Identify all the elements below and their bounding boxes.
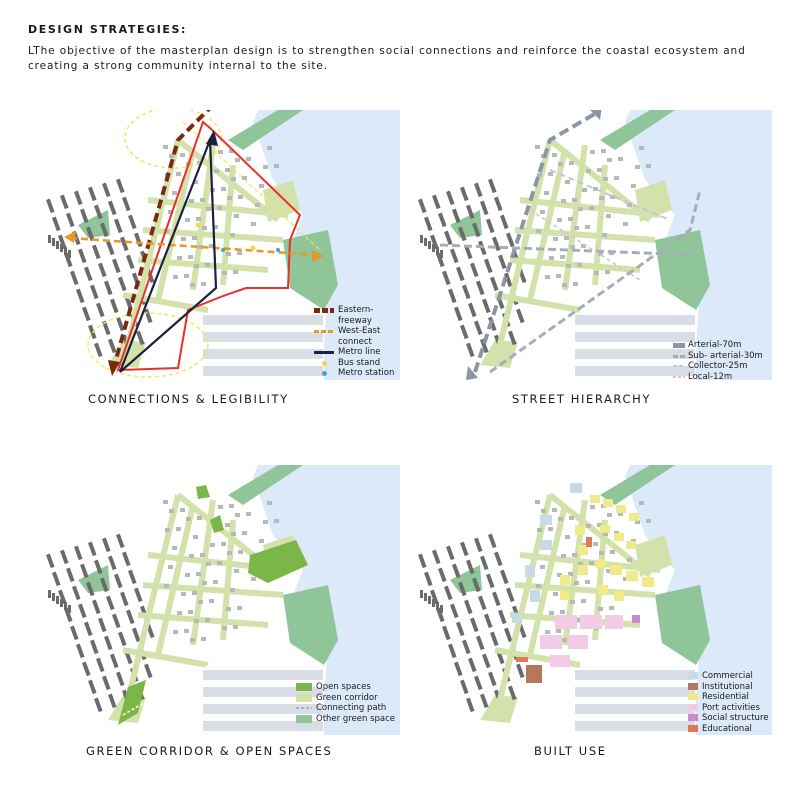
panel-connections — [28, 110, 400, 406]
legend-item — [673, 361, 763, 372]
legend-item — [296, 703, 395, 714]
legend-item — [296, 682, 395, 693]
commercial-swatch-icon — [688, 672, 698, 679]
panel-built-use — [400, 465, 772, 758]
caption-built-use: BUILT USE — [534, 744, 607, 758]
legend-label: Port activities — [702, 702, 760, 713]
legend-label: freeway — [338, 315, 372, 326]
institutional-block — [526, 665, 542, 683]
green-corridor-swatch-icon — [296, 694, 312, 702]
legend-item — [314, 326, 394, 337]
legend-label: Residential — [702, 692, 749, 702]
legend-label: Connecting path — [316, 703, 387, 713]
legend-label: Eastern- — [338, 305, 374, 315]
caption-street-hierarchy: STREET HIERARCHY — [512, 392, 651, 406]
port-blocks — [540, 615, 623, 667]
metro-station-dot-icon — [322, 371, 327, 376]
sub-arterial-line-icon — [673, 355, 685, 358]
port-swatch-icon — [688, 704, 698, 711]
residential-blocks — [560, 495, 654, 601]
residential-swatch-icon — [688, 693, 698, 700]
panel-green-corridor — [28, 465, 400, 758]
legend-label: Sub- arterial-30m — [688, 350, 763, 361]
legend-connections — [314, 305, 394, 379]
other-green-swatch-icon — [296, 715, 312, 723]
legend-label: Collector-25m — [688, 361, 748, 371]
page-description: LThe objective of the masterplan design is to strengthen social connections and reinforce the coastal ecosystem and creating a strong community internal to the site. — [28, 45, 746, 72]
legend-built-use — [688, 671, 768, 734]
legend-item — [673, 351, 763, 362]
legend-label: Metro line — [338, 347, 381, 357]
open-space-small — [210, 515, 224, 533]
collector-line-icon — [673, 365, 685, 367]
legend-label: West-East — [338, 326, 381, 336]
legend-item — [314, 347, 394, 358]
legend-item — [688, 724, 768, 735]
west-east-dash-icon — [314, 330, 334, 333]
sub-arterial-road-2 — [490, 190, 700, 372]
open-space-north — [196, 485, 210, 499]
open-space-south — [118, 680, 146, 725]
west-east-line — [70, 238, 318, 255]
legend-label: Bus stand — [338, 357, 381, 368]
legend-street-hierarchy — [673, 340, 763, 382]
legend-spacer — [314, 316, 338, 317]
legend-item — [296, 693, 395, 704]
caption-connections: CONNECTIONS & LEGIBILITY — [88, 392, 289, 406]
caption-green-corridor: GREEN CORRIDOR & OPEN SPACES — [86, 744, 333, 758]
arterial-line-icon — [673, 343, 685, 348]
legend-label: Green corridor — [316, 692, 378, 703]
legend-label: Local-12m — [688, 371, 733, 382]
legend-item — [688, 692, 768, 703]
legend-item — [296, 714, 395, 725]
legend-item — [314, 337, 394, 348]
legend-item — [673, 340, 763, 351]
legend-label: Educational — [702, 723, 752, 734]
legend-label: Social structure — [702, 713, 769, 723]
legend-label: connect — [338, 336, 372, 347]
legend-item — [673, 372, 763, 383]
legend-label: Institutional — [702, 681, 753, 692]
legend-label: Arterial-70m — [688, 340, 742, 350]
bus-stand-dot-icon — [322, 361, 327, 366]
freeway-line-icon — [314, 308, 334, 313]
legend-label: Metro station — [338, 368, 395, 378]
legend-spacer — [314, 337, 338, 338]
open-space-park — [248, 540, 308, 583]
collector-road — [550, 170, 670, 220]
legend-item — [688, 671, 768, 682]
commercial-blocks — [512, 483, 582, 623]
legend-item — [688, 682, 768, 693]
local-line-icon — [673, 376, 685, 378]
social-swatch-icon — [688, 714, 698, 721]
metro-line-icon — [314, 351, 334, 354]
panel-street-hierarchy — [400, 110, 772, 406]
legend-green-corridor — [296, 682, 395, 724]
local-road — [530, 210, 640, 280]
site-boundary — [118, 122, 300, 370]
educational-swatch-icon — [688, 725, 698, 732]
connecting-path-icon — [296, 707, 312, 709]
legend-label: Open spaces — [316, 682, 371, 692]
social-structure-block — [632, 615, 640, 623]
connecting-path — [123, 625, 278, 715]
legend-item — [314, 368, 394, 379]
legend-item — [314, 316, 394, 327]
legend-item — [688, 713, 768, 724]
legend-label: Other green space — [316, 713, 396, 724]
institutional-swatch-icon — [688, 683, 698, 690]
legend-item — [314, 358, 394, 369]
open-space-swatch-icon — [296, 683, 312, 691]
page-title: DESIGN STRATEGIES: — [28, 23, 188, 36]
legend-label: Commercial — [702, 671, 753, 681]
legend-item — [688, 703, 768, 714]
legend-item — [314, 305, 394, 316]
